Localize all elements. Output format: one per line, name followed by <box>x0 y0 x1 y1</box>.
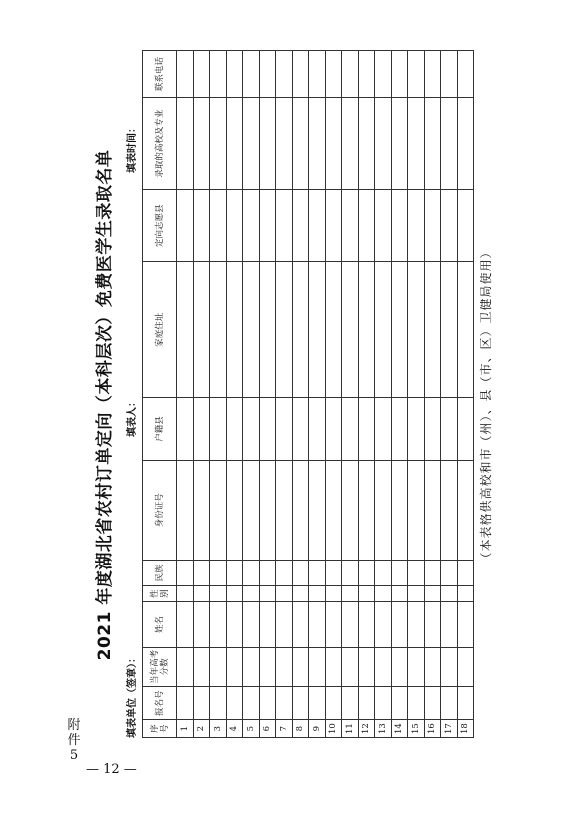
blank-cell[interactable] <box>292 51 309 98</box>
table-row <box>375 51 392 738</box>
blank-cell[interactable] <box>424 586 441 602</box>
blank-cell[interactable] <box>342 647 359 686</box>
blank-cell[interactable] <box>358 460 375 560</box>
blank-cell[interactable] <box>408 262 425 398</box>
blank-cell[interactable] <box>441 647 458 686</box>
table-row <box>441 51 458 738</box>
blank-cell[interactable] <box>177 602 194 648</box>
table-row <box>309 51 326 738</box>
blank-cell[interactable] <box>243 51 260 98</box>
table-row <box>226 51 243 738</box>
blank-cell[interactable] <box>342 97 359 189</box>
blank-cell[interactable] <box>342 262 359 398</box>
blank-cell[interactable] <box>226 647 243 686</box>
row-number: 7 <box>276 720 293 738</box>
blank-cell[interactable] <box>226 398 243 460</box>
blank-cell[interactable] <box>210 602 227 648</box>
blank-cell[interactable] <box>210 190 227 262</box>
blank-cell[interactable] <box>375 460 392 560</box>
blank-cell[interactable] <box>457 560 474 585</box>
blank-cell[interactable] <box>259 586 276 602</box>
blank-cell[interactable] <box>226 460 243 560</box>
row-number: 18 <box>457 720 474 738</box>
blank-cell[interactable] <box>193 686 210 719</box>
blank-cell[interactable] <box>358 51 375 98</box>
blank-cell[interactable] <box>342 51 359 98</box>
blank-cell[interactable] <box>342 190 359 262</box>
column-header: 当年高考分数 <box>143 647 177 686</box>
attachment-label: 附件 5 <box>67 718 81 763</box>
blank-cell[interactable] <box>441 586 458 602</box>
blank-cell[interactable] <box>259 51 276 98</box>
blank-cell[interactable] <box>358 398 375 460</box>
blank-cell[interactable] <box>358 262 375 398</box>
blank-cell[interactable] <box>342 602 359 648</box>
blank-cell[interactable] <box>441 686 458 719</box>
blank-cell[interactable] <box>441 398 458 460</box>
blank-cell[interactable] <box>408 586 425 602</box>
blank-cell[interactable] <box>408 97 425 189</box>
blank-cell[interactable] <box>309 262 326 398</box>
row-number: 11 <box>342 720 359 738</box>
blank-cell[interactable] <box>259 262 276 398</box>
blank-cell[interactable] <box>325 398 342 460</box>
blank-cell[interactable] <box>210 398 227 460</box>
blank-cell[interactable] <box>391 398 408 460</box>
blank-cell[interactable] <box>309 602 326 648</box>
blank-cell[interactable] <box>391 460 408 560</box>
blank-cell[interactable] <box>193 560 210 585</box>
blank-cell[interactable] <box>408 190 425 262</box>
document-title: 2021 年度湖北省农村订单定向（本科层次）免费医学生录取名单 <box>95 149 115 661</box>
blank-cell[interactable] <box>292 560 309 585</box>
blank-cell[interactable] <box>309 560 326 585</box>
row-number: 3 <box>210 720 227 738</box>
blank-cell[interactable] <box>210 51 227 98</box>
page-number: — 12 — <box>86 762 137 777</box>
blank-cell[interactable] <box>325 686 342 719</box>
blank-cell[interactable] <box>342 586 359 602</box>
row-number: 10 <box>325 720 342 738</box>
column-header: 联系电话 <box>143 51 177 98</box>
blank-cell[interactable] <box>177 262 194 398</box>
blank-cell[interactable] <box>424 398 441 460</box>
row-number: 8 <box>292 720 309 738</box>
column-header: 序号 <box>143 720 177 738</box>
blank-cell[interactable] <box>408 647 425 686</box>
blank-cell[interactable] <box>243 398 260 460</box>
column-header: 姓名 <box>143 602 177 648</box>
table-row <box>391 51 408 738</box>
blank-cell[interactable] <box>276 602 293 648</box>
blank-cell[interactable] <box>177 647 194 686</box>
blank-cell[interactable] <box>375 262 392 398</box>
blank-cell[interactable] <box>391 560 408 585</box>
column-header: 性别 <box>143 586 177 602</box>
blank-cell[interactable] <box>276 97 293 189</box>
blank-cell[interactable] <box>424 647 441 686</box>
table-row <box>342 51 359 738</box>
blank-cell[interactable] <box>292 262 309 398</box>
blank-cell[interactable] <box>424 190 441 262</box>
blank-cell[interactable] <box>424 460 441 560</box>
row-number: 12 <box>358 720 375 738</box>
blank-cell[interactable] <box>210 97 227 189</box>
blank-cell[interactable] <box>193 262 210 398</box>
blank-cell[interactable] <box>193 647 210 686</box>
blank-cell[interactable] <box>210 586 227 602</box>
row-number: 15 <box>408 720 425 738</box>
blank-cell[interactable] <box>325 647 342 686</box>
blank-cell[interactable] <box>259 647 276 686</box>
blank-cell[interactable] <box>424 686 441 719</box>
blank-cell[interactable] <box>375 602 392 648</box>
blank-cell[interactable] <box>309 686 326 719</box>
rotated-form <box>62 50 522 760</box>
blank-cell[interactable] <box>193 51 210 98</box>
blank-cell[interactable] <box>276 686 293 719</box>
table-row <box>276 51 293 738</box>
table-header-row <box>143 51 177 738</box>
blank-cell[interactable] <box>193 190 210 262</box>
blank-cell[interactable] <box>441 560 458 585</box>
blank-cell[interactable] <box>391 686 408 719</box>
blank-cell[interactable] <box>408 51 425 98</box>
row-number: 9 <box>309 720 326 738</box>
blank-cell[interactable] <box>292 190 309 262</box>
blank-cell[interactable] <box>243 560 260 585</box>
blank-cell[interactable] <box>457 97 474 189</box>
blank-cell[interactable] <box>375 686 392 719</box>
blank-cell[interactable] <box>226 51 243 98</box>
column-header: 家庭住址 <box>143 262 177 398</box>
blank-cell[interactable] <box>177 97 194 189</box>
blank-cell[interactable] <box>342 398 359 460</box>
blank-cell[interactable] <box>408 602 425 648</box>
blank-cell[interactable] <box>226 97 243 189</box>
blank-cell[interactable] <box>243 602 260 648</box>
table-row <box>193 51 210 738</box>
blank-cell[interactable] <box>243 262 260 398</box>
row-number: 2 <box>193 720 210 738</box>
table-body <box>177 51 474 738</box>
blank-cell[interactable] <box>375 647 392 686</box>
blank-cell[interactable] <box>276 398 293 460</box>
blank-cell[interactable] <box>457 460 474 560</box>
blank-cell[interactable] <box>177 560 194 585</box>
filler-label: 填表人： <box>127 397 138 437</box>
blank-cell[interactable] <box>226 190 243 262</box>
blank-cell[interactable] <box>457 398 474 460</box>
blank-cell[interactable] <box>292 586 309 602</box>
blank-cell[interactable] <box>292 686 309 719</box>
blank-cell[interactable] <box>391 647 408 686</box>
column-header: 身份证号 <box>143 460 177 560</box>
blank-cell[interactable] <box>243 686 260 719</box>
blank-cell[interactable] <box>441 460 458 560</box>
fill-time-label: 填表时间： <box>127 123 138 173</box>
blank-cell[interactable] <box>177 51 194 98</box>
blank-cell[interactable] <box>358 190 375 262</box>
column-header: 户籍县 <box>143 398 177 460</box>
blank-cell[interactable] <box>210 647 227 686</box>
admission-table <box>142 50 474 738</box>
blank-cell[interactable] <box>408 398 425 460</box>
blank-cell[interactable] <box>457 686 474 719</box>
fill-unit-label: 填表单位（签章）： <box>127 653 138 738</box>
blank-cell[interactable] <box>210 460 227 560</box>
blank-cell[interactable] <box>309 97 326 189</box>
blank-cell[interactable] <box>259 398 276 460</box>
blank-cell[interactable] <box>243 586 260 602</box>
column-header: 报名号 <box>143 686 177 719</box>
blank-cell[interactable] <box>243 647 260 686</box>
blank-cell[interactable] <box>226 586 243 602</box>
blank-cell[interactable] <box>342 460 359 560</box>
blank-cell[interactable] <box>325 51 342 98</box>
blank-cell[interactable] <box>193 586 210 602</box>
blank-cell[interactable] <box>292 647 309 686</box>
blank-cell[interactable] <box>210 262 227 398</box>
table-row <box>408 51 425 738</box>
blank-cell[interactable] <box>391 51 408 98</box>
blank-cell[interactable] <box>276 647 293 686</box>
blank-cell[interactable] <box>226 602 243 648</box>
blank-cell[interactable] <box>309 51 326 98</box>
blank-cell[interactable] <box>358 602 375 648</box>
blank-cell[interactable] <box>441 51 458 98</box>
blank-cell[interactable] <box>441 190 458 262</box>
table-row <box>358 51 375 738</box>
blank-cell[interactable] <box>243 460 260 560</box>
blank-cell[interactable] <box>243 190 260 262</box>
blank-cell[interactable] <box>292 97 309 189</box>
table-row <box>210 51 227 738</box>
blank-cell[interactable] <box>358 647 375 686</box>
blank-cell[interactable] <box>259 560 276 585</box>
row-number: 13 <box>375 720 392 738</box>
blank-cell[interactable] <box>309 460 326 560</box>
blank-cell[interactable] <box>177 586 194 602</box>
blank-cell[interactable] <box>375 560 392 585</box>
blank-cell[interactable] <box>342 686 359 719</box>
blank-cell[interactable] <box>259 190 276 262</box>
blank-cell[interactable] <box>210 686 227 719</box>
blank-cell[interactable] <box>259 460 276 560</box>
row-number: 5 <box>243 720 260 738</box>
blank-cell[interactable] <box>226 560 243 585</box>
blank-cell[interactable] <box>457 262 474 398</box>
blank-cell[interactable] <box>325 460 342 560</box>
table-row <box>424 51 441 738</box>
blank-cell[interactable] <box>276 560 293 585</box>
blank-cell[interactable] <box>424 560 441 585</box>
blank-cell[interactable] <box>325 97 342 189</box>
blank-cell[interactable] <box>193 460 210 560</box>
blank-cell[interactable] <box>375 51 392 98</box>
table-row <box>259 51 276 738</box>
row-number: 17 <box>441 720 458 738</box>
blank-cell[interactable] <box>193 398 210 460</box>
row-number: 14 <box>391 720 408 738</box>
blank-cell[interactable] <box>408 560 425 585</box>
blank-cell[interactable] <box>325 190 342 262</box>
blank-cell[interactable] <box>342 560 359 585</box>
blank-cell[interactable] <box>358 97 375 189</box>
blank-cell[interactable] <box>375 97 392 189</box>
blank-cell[interactable] <box>292 398 309 460</box>
row-number: 16 <box>424 720 441 738</box>
blank-cell[interactable] <box>457 647 474 686</box>
blank-cell[interactable] <box>259 602 276 648</box>
blank-cell[interactable] <box>309 398 326 460</box>
row-number: 4 <box>226 720 243 738</box>
blank-cell[interactable] <box>358 686 375 719</box>
blank-cell[interactable] <box>424 97 441 189</box>
blank-cell[interactable] <box>391 190 408 262</box>
blank-cell[interactable] <box>457 602 474 648</box>
column-header: 录取的高校及专业 <box>143 97 177 189</box>
blank-cell[interactable] <box>177 686 194 719</box>
blank-cell[interactable] <box>210 560 227 585</box>
blank-cell[interactable] <box>325 602 342 648</box>
blank-cell[interactable] <box>243 97 260 189</box>
blank-cell[interactable] <box>457 51 474 98</box>
table-row <box>177 51 194 738</box>
blank-cell[interactable] <box>424 602 441 648</box>
blank-cell[interactable] <box>391 586 408 602</box>
usage-note: （本表格供高校和市（州）、县（市、区）卫健局使用） <box>479 245 493 565</box>
blank-cell[interactable] <box>325 586 342 602</box>
blank-cell[interactable] <box>441 602 458 648</box>
blank-cell[interactable] <box>457 190 474 262</box>
blank-cell[interactable] <box>375 398 392 460</box>
blank-cell[interactable] <box>441 97 458 189</box>
blank-cell[interactable] <box>276 51 293 98</box>
blank-cell[interactable] <box>408 686 425 719</box>
blank-cell[interactable] <box>391 602 408 648</box>
blank-cell[interactable] <box>309 190 326 262</box>
table-row <box>457 51 474 738</box>
blank-cell[interactable] <box>391 262 408 398</box>
blank-cell[interactable] <box>292 602 309 648</box>
blank-cell[interactable] <box>309 586 326 602</box>
column-header: 定向志愿县 <box>143 190 177 262</box>
blank-cell[interactable] <box>424 51 441 98</box>
blank-cell[interactable] <box>358 560 375 585</box>
blank-cell[interactable] <box>276 586 293 602</box>
blank-cell[interactable] <box>375 190 392 262</box>
column-header: 民族 <box>143 560 177 585</box>
blank-cell[interactable] <box>325 560 342 585</box>
blank-cell[interactable] <box>177 398 194 460</box>
blank-cell[interactable] <box>226 262 243 398</box>
row-number: 1 <box>177 720 194 738</box>
row-number: 6 <box>259 720 276 738</box>
table-row <box>325 51 342 738</box>
blank-cell[interactable] <box>226 686 243 719</box>
blank-cell[interactable] <box>276 262 293 398</box>
blank-cell[interactable] <box>177 190 194 262</box>
blank-cell[interactable] <box>391 97 408 189</box>
blank-cell[interactable] <box>259 686 276 719</box>
blank-cell[interactable] <box>325 262 342 398</box>
blank-cell[interactable] <box>358 586 375 602</box>
table-row <box>292 51 309 738</box>
blank-cell[interactable] <box>177 460 194 560</box>
table-row <box>243 51 260 738</box>
blank-cell[interactable] <box>276 460 293 560</box>
blank-cell[interactable] <box>457 586 474 602</box>
blank-cell[interactable] <box>441 262 458 398</box>
blank-cell[interactable] <box>292 460 309 560</box>
blank-cell[interactable] <box>309 647 326 686</box>
blank-cell[interactable] <box>408 460 425 560</box>
blank-cell[interactable] <box>259 97 276 189</box>
blank-cell[interactable] <box>424 262 441 398</box>
blank-cell[interactable] <box>193 97 210 189</box>
blank-cell[interactable] <box>276 190 293 262</box>
blank-cell[interactable] <box>193 602 210 648</box>
blank-cell[interactable] <box>375 586 392 602</box>
